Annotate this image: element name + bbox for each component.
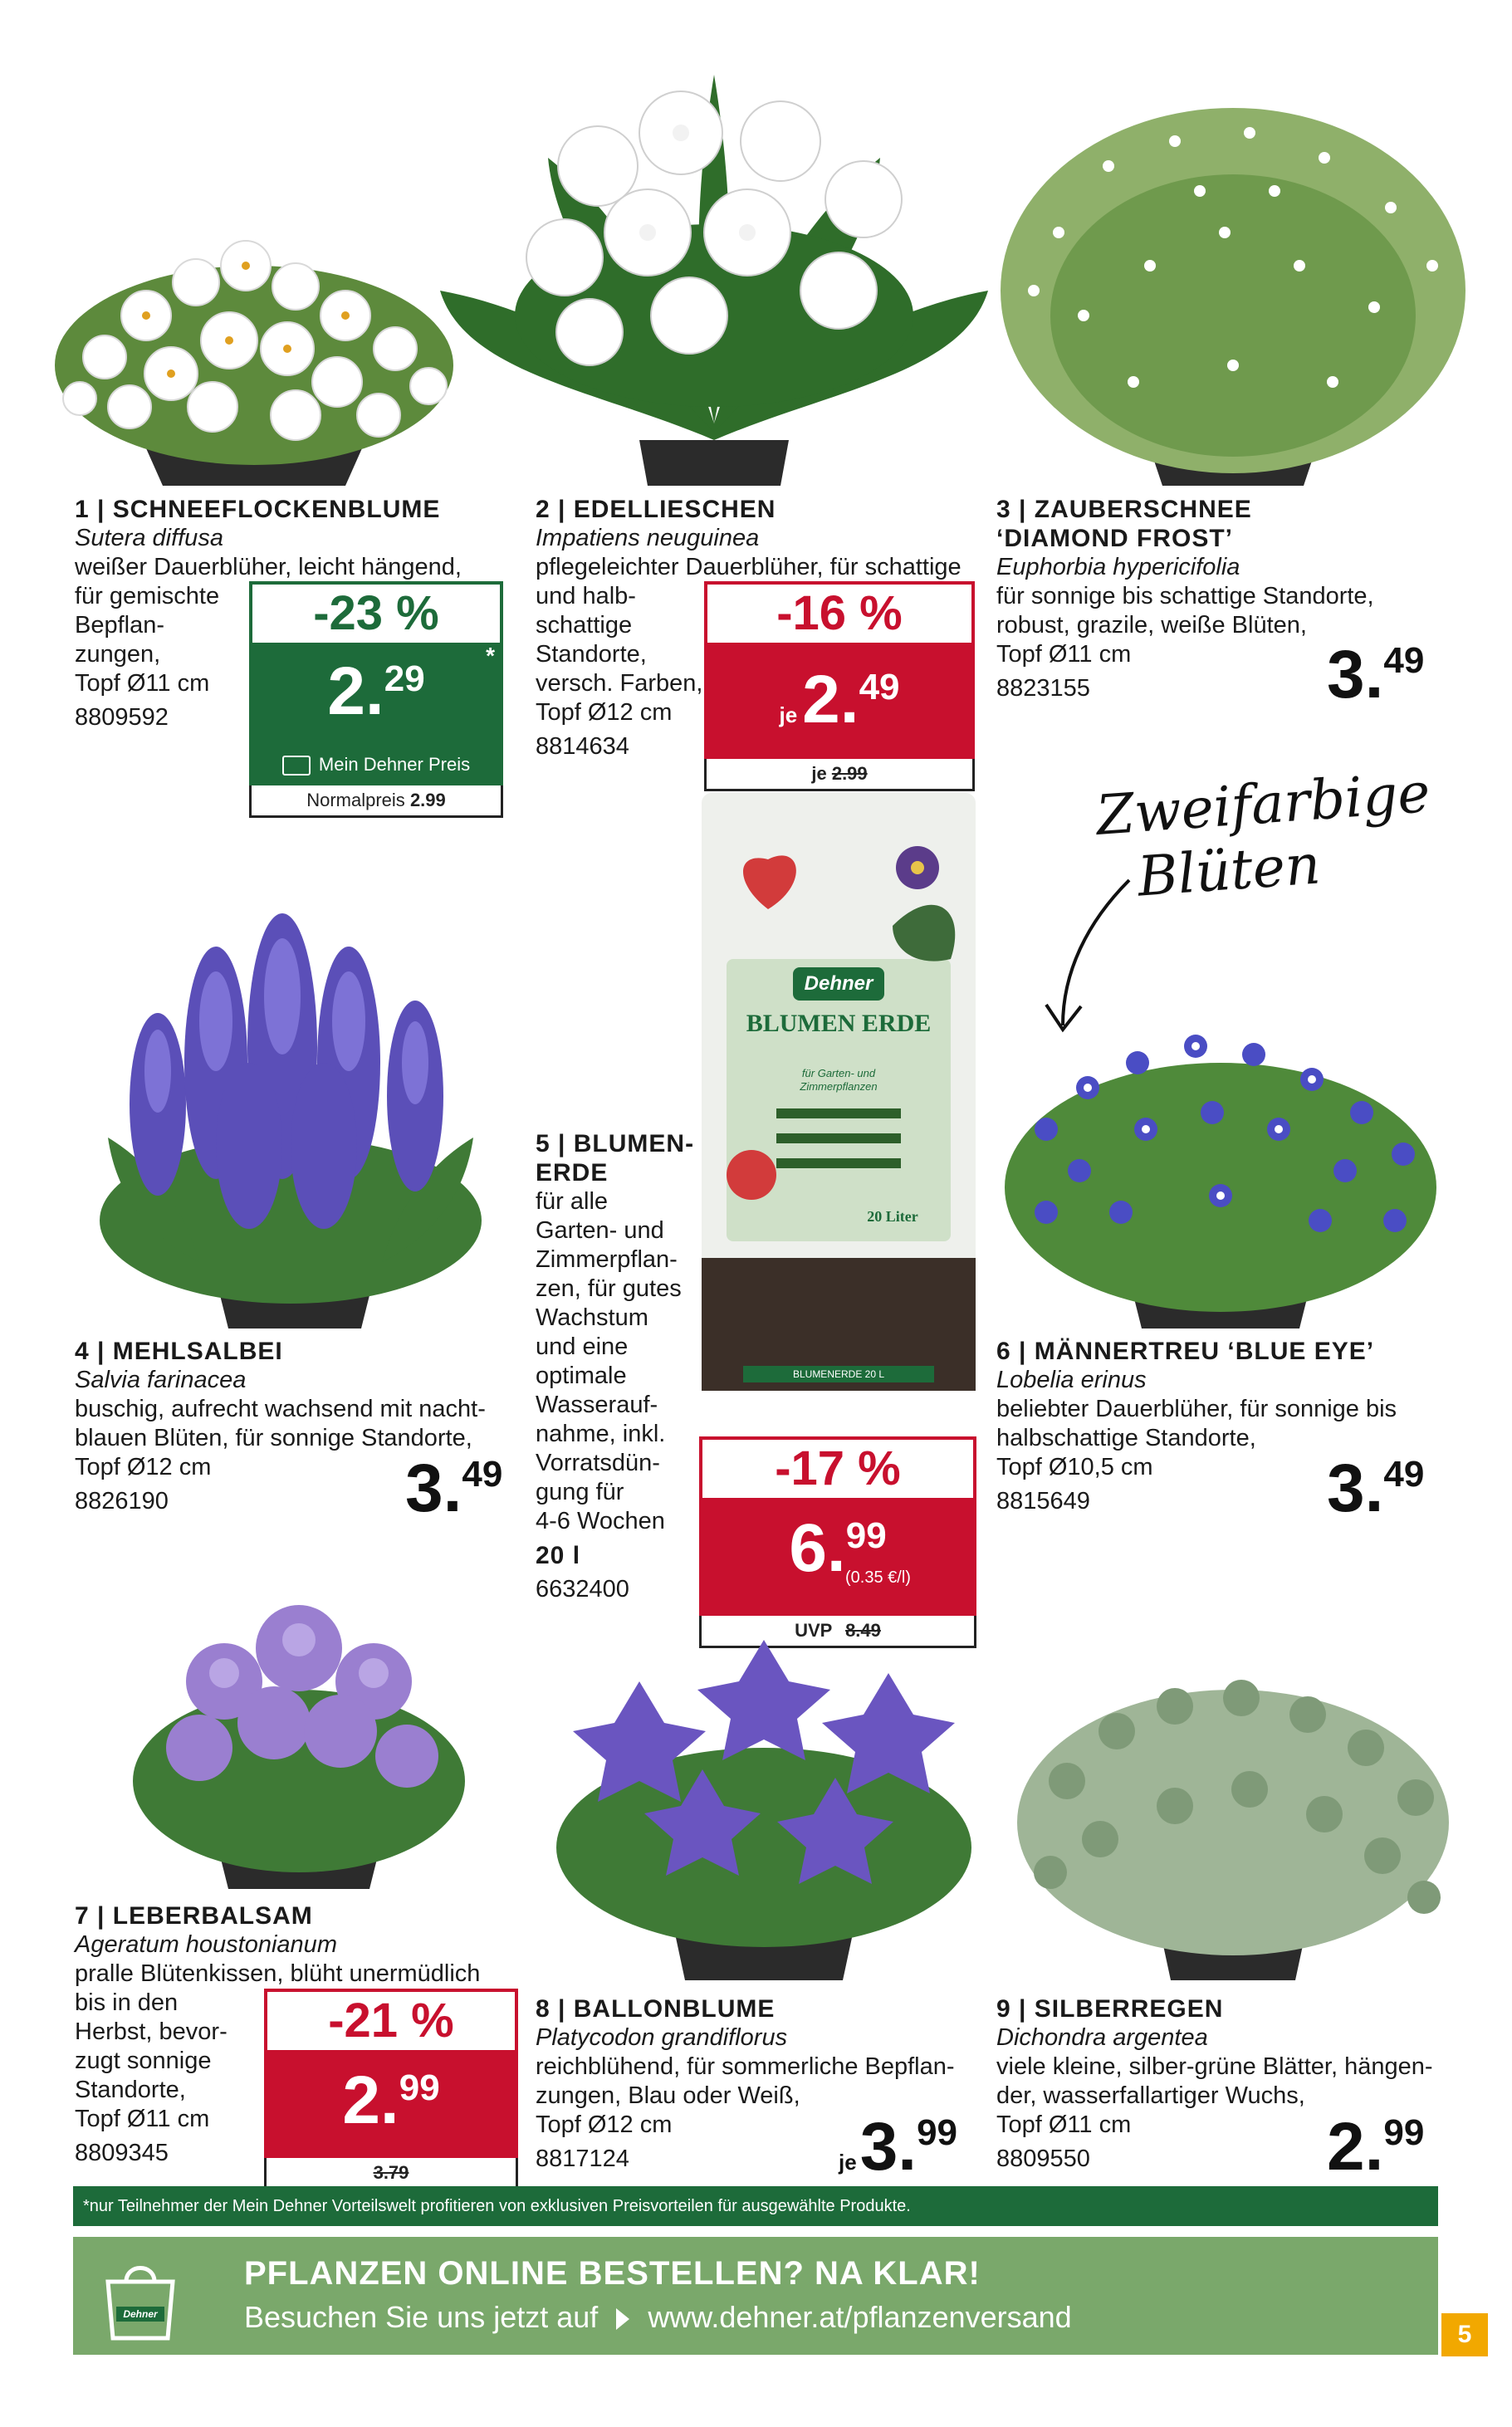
product-title: 8 | BALLONBLUME — [536, 1995, 776, 2023]
price-je: je — [779, 702, 798, 727]
price-badge-5 — [699, 1436, 976, 1648]
price-cents: 99 — [917, 2112, 958, 2153]
price-integer: 2. — [802, 662, 859, 737]
shopping-bag-icon — [91, 2252, 189, 2341]
regular-price-label: Normalpreis — [306, 790, 405, 810]
member-star: * — [486, 643, 495, 668]
product-desc-line: versch. Farben, — [536, 670, 703, 697]
price-main — [249, 643, 503, 785]
bag-brand-logo: Dehner — [804, 972, 873, 995]
product-desc-line: Garten- und — [536, 1217, 664, 1244]
product-sku: 8809550 — [996, 2146, 1090, 2172]
regular-price-value: 2.99 — [409, 790, 446, 810]
product-title: 9 | SILBERREGEN — [996, 1995, 1224, 2023]
product-desc-line: Standorte, — [75, 2077, 186, 2103]
product-desc-line: und eine — [536, 1333, 629, 1360]
product-desc-line: Topf Ø11 cm — [996, 2111, 1132, 2138]
price-cents: 49 — [462, 1454, 503, 1495]
price-integer: 3. — [859, 2109, 917, 2185]
price-cents: 99 — [1383, 2112, 1425, 2153]
product-title: 6 | MÄNNERTREU ‘BLUE EYE’ — [996, 1338, 1375, 1365]
price-3 — [1327, 637, 1425, 712]
product-latin-name: Salvia farinacea — [75, 1367, 247, 1393]
bag-volume: 20 Liter — [867, 1208, 918, 1225]
product-desc-line: halbschattige Standorte, — [996, 1425, 1256, 1451]
price-badge-7 — [264, 1989, 518, 2190]
product-title-line2: ‘DIAMOND FROST’ — [996, 525, 1233, 552]
old-price: 3.79 — [373, 2162, 409, 2183]
play-arrow-icon — [616, 2308, 629, 2330]
product-desc-line: Wachstum — [536, 1304, 648, 1331]
price-main — [264, 2050, 518, 2158]
price-main — [704, 643, 975, 759]
discount-label: -21 % — [264, 1989, 518, 2050]
member-price-row — [249, 752, 503, 777]
price-main — [699, 1498, 976, 1616]
product-desc-line: Bepflan- — [75, 612, 165, 639]
product-desc-line: Zimmerpflan- — [536, 1246, 678, 1273]
price-6 — [1327, 1451, 1425, 1526]
banner-subline — [244, 2300, 1072, 2335]
price-je: je — [839, 2150, 857, 2175]
product-title: 3 | ZAUBERSCHNEE — [996, 496, 1252, 523]
product-title: 7 | LEBERBALSAM — [75, 1902, 313, 1930]
product-desc-line: für sonnige bis schattige Standorte, — [996, 583, 1374, 609]
photo-mehlsalbei — [83, 888, 498, 1328]
product-desc-line: Topf Ø12 cm — [75, 1454, 212, 1480]
photo-leberbalsam — [125, 1582, 473, 1889]
product-title-line2: ERDE — [536, 1159, 609, 1187]
price-cents: 49 — [859, 667, 900, 707]
price-badge-2 — [704, 581, 975, 791]
product-title: 2 | EDELLIESCHEN — [536, 496, 776, 523]
price-cents: 99 — [399, 2067, 440, 2108]
product-desc-line: für gemischte — [75, 583, 220, 609]
price-integer: 3. — [405, 1451, 462, 1526]
photo-edellieschen — [432, 42, 996, 486]
price-integer: 2. — [1327, 2109, 1384, 2185]
product-desc-line: pralle Blütenkissen, blüht unermüdlich — [75, 1960, 481, 1987]
bag-logo-text: Dehner — [123, 2308, 158, 2320]
old-price: 2.99 — [831, 763, 868, 784]
product-desc-line: pflegeleichter Dauerblüher, für schattige — [536, 554, 962, 580]
unit-price: (0.35 €/l) — [845, 1568, 911, 1587]
discount-label: -16 % — [704, 581, 975, 643]
price-cents: 29 — [384, 658, 425, 699]
product-desc-line: reichblühend, für sommerliche Bepflan- — [536, 2053, 955, 2080]
product-latin-name: Dichondra argentea — [996, 2024, 1208, 2051]
product-desc-line: Vorratsdün- — [536, 1450, 660, 1476]
product-desc-line: der, wasserfallartiger Wuchs, — [996, 2082, 1305, 2109]
product-desc-line: Topf Ø12 cm — [536, 699, 673, 726]
price-integer: 2. — [342, 2062, 399, 2138]
member-price-label: Mein Dehner Preis — [318, 754, 471, 775]
product-latin-name: Lobelia erinus — [996, 1367, 1147, 1393]
product-desc-line: Topf Ø12 cm — [536, 2111, 673, 2138]
product-desc-line: zungen, — [75, 641, 161, 668]
handwritten-note — [1079, 747, 1432, 1046]
bag-strip-label: BLUMENERDE 20 L — [792, 1368, 885, 1380]
discount-label: -23 % — [249, 581, 503, 643]
uvp-label: UVP — [795, 1620, 832, 1641]
product-sku: 8823155 — [996, 675, 1090, 702]
price-9 — [1327, 2109, 1425, 2185]
product-desc-line: zungen, Blau oder Weiß, — [536, 2082, 800, 2109]
price-cents: 49 — [1383, 1454, 1425, 1495]
price-8 — [839, 2109, 958, 2185]
product-desc-line: schattige — [536, 612, 633, 639]
price-integer: 2. — [327, 653, 384, 729]
product-desc-line: zen, für gutes — [536, 1275, 682, 1302]
product-desc-line: gung für — [536, 1479, 624, 1505]
product-desc-line: nahme, inkl. — [536, 1421, 666, 1447]
price-badge-1 — [249, 581, 503, 818]
price-integer: 6. — [789, 1510, 846, 1586]
price-cents: 49 — [1383, 640, 1425, 681]
banner-title: PFLANZEN ONLINE BESTELLEN? NA KLAR! — [244, 2255, 981, 2292]
photo-silberregen — [1001, 1640, 1461, 1980]
product-sku: 8814634 — [536, 733, 629, 760]
uvp-value: 8.49 — [845, 1620, 881, 1641]
member-footnote: *nur Teilnehmer der Mein Dehner Vorteilswelt profitieren von exklusiven Preisvorteilen für ausgewählte Produkte. — [73, 2186, 1438, 2226]
product-title: 1 | SCHNEEFLOCKENBLUME — [75, 496, 441, 523]
product-latin-name: Platycodon grandiflorus — [536, 2024, 788, 2051]
bag-product-name: BLUMEN ERDE — [746, 1010, 932, 1037]
photo-ballonblume — [531, 1623, 996, 1980]
product-5 — [536, 1129, 702, 1604]
product-desc-line: 4-6 Wochen — [536, 1508, 665, 1534]
product-desc-line: Standorte, — [536, 641, 647, 668]
online-order-banner[interactable] — [73, 2237, 1438, 2355]
price-integer: 3. — [1327, 637, 1384, 712]
product-sku: 6632400 — [536, 1576, 629, 1603]
product-desc-line: viele kleine, silber-grüne Blätter, hängen- — [996, 2053, 1433, 2080]
price-cents: 99 — [845, 1515, 887, 1556]
product-desc-line: robust, grazile, weiße Blüten, — [996, 612, 1307, 639]
photo-zauberschnee — [984, 66, 1482, 486]
product-desc-line: Topf Ø11 cm — [75, 670, 210, 697]
product-sku: 8815649 — [996, 1488, 1090, 1514]
product-desc-line: beliebter Dauerblüher, für sonnige bis — [996, 1396, 1397, 1422]
product-desc-line: Topf Ø11 cm — [996, 641, 1132, 668]
product-size: 20 l — [536, 1542, 581, 1569]
product-desc-line: Wasserauf- — [536, 1392, 658, 1418]
photo-maennertreu — [996, 1005, 1445, 1328]
banner-url-link[interactable]: www.dehner.at/pflanzenversand — [648, 2300, 1072, 2334]
product-desc-line: Topf Ø11 cm — [75, 2106, 210, 2132]
photo-schneeflockenblume — [46, 208, 462, 486]
product-desc-line: zugt sonnige — [75, 2048, 212, 2074]
price-4 — [405, 1451, 503, 1526]
discount-label: -17 % — [699, 1436, 976, 1498]
product-desc-line: bis in den — [75, 1989, 179, 2016]
product-latin-name: Euphorbia hypericifolia — [996, 554, 1240, 580]
product-title: 5 | BLUMEN- — [536, 1130, 695, 1157]
handwritten-line2: Blüten — [1135, 832, 1323, 909]
product-desc-line: und halb- — [536, 583, 636, 609]
product-desc-line: weißer Dauerblüher, leicht hängend, — [75, 554, 462, 580]
product-sku: 8809345 — [75, 2140, 169, 2166]
regular-price-row — [249, 785, 503, 818]
product-desc-line: Herbst, bevor- — [75, 2018, 228, 2045]
page-number: 5 — [1441, 2313, 1488, 2356]
banner-sub-prefix: Besuchen Sie uns jetzt auf — [244, 2300, 599, 2334]
product-title: 4 | MEHLSALBEI — [75, 1338, 283, 1365]
old-price-row — [704, 759, 975, 791]
product-sku: 8817124 — [536, 2146, 629, 2172]
handwritten-line1: Zweifarbige — [1094, 761, 1432, 848]
product-desc-line: buschig, aufrecht wachsend mit nacht- — [75, 1396, 486, 1422]
bag-subtitle: für Garten- und Zimmerpflanzen — [800, 1067, 878, 1093]
photo-blumenerde-bag — [702, 793, 976, 1391]
product-desc-line: optimale — [536, 1363, 627, 1389]
ticket-icon — [282, 756, 311, 776]
product-sku: 8809592 — [75, 704, 169, 731]
price-integer: 3. — [1327, 1451, 1384, 1526]
product-sku: 8826190 — [75, 1488, 169, 1514]
old-price-je: je — [811, 763, 827, 784]
product-latin-name: Sutera diffusa — [75, 525, 223, 551]
product-desc-line: für alle — [536, 1188, 609, 1215]
product-desc-line: blauen Blüten, für sonnige Standorte, — [75, 1425, 472, 1451]
product-latin-name: Impatiens neuguinea — [536, 525, 760, 551]
product-latin-name: Ageratum houstonianum — [75, 1931, 337, 1958]
product-desc-line: Topf Ø10,5 cm — [996, 1454, 1153, 1480]
